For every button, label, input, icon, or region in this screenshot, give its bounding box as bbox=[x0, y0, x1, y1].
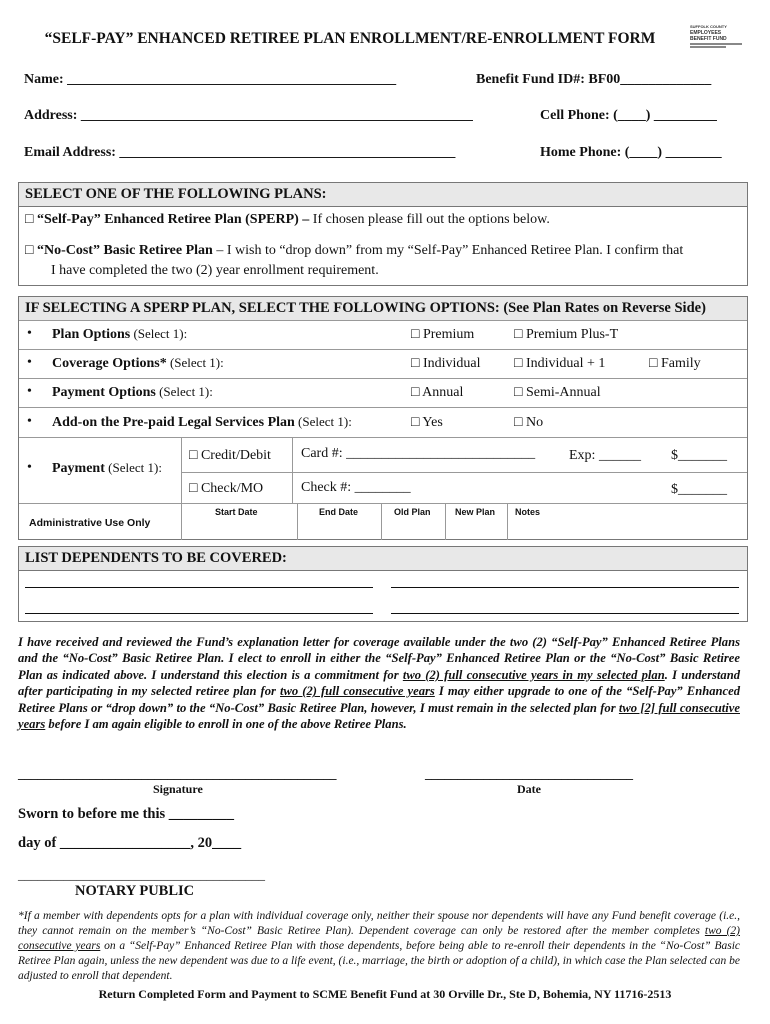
legal-services-label: Add-on the Pre-paid Legal Services Plan (Select 1): bbox=[52, 414, 352, 430]
divider bbox=[292, 438, 293, 504]
semi-annual-checkbox[interactable]: □ Semi-Annual bbox=[514, 385, 601, 400]
payment-row bbox=[19, 437, 747, 504]
bullet: • bbox=[27, 384, 32, 399]
date-line[interactable]: ________________________________ bbox=[425, 766, 633, 781]
sperp-note: If chosen please fill out the options below. bbox=[309, 212, 550, 227]
dependent-line[interactable] bbox=[25, 587, 373, 588]
new-plan-cell[interactable]: New Plan bbox=[455, 507, 496, 517]
check-number-field[interactable]: Check #: ________ bbox=[301, 480, 411, 495]
nocost-option[interactable] bbox=[25, 243, 683, 259]
old-plan-cell[interactable]: Old Plan bbox=[394, 507, 431, 517]
cell-phone-field[interactable]: Cell Phone: (____) _________ bbox=[540, 108, 717, 123]
logo-line-1: SUFFOLK COUNTY bbox=[690, 24, 727, 29]
family-checkbox[interactable]: □ Family bbox=[649, 356, 701, 371]
sperp-options-box bbox=[18, 296, 748, 540]
payment-options-row bbox=[19, 378, 747, 408]
admin-use-label: Administrative Use Only bbox=[29, 517, 151, 529]
divider bbox=[181, 438, 182, 504]
coverage-options-label: Coverage Options* (Select 1): bbox=[52, 355, 224, 371]
notes-cell[interactable]: Notes bbox=[515, 507, 541, 517]
sperp-options-heading: IF SELECTING A SPERP PLAN, SELECT THE FOLLOWING OPTIONS: (See Plan Rates on Reverse Side) bbox=[19, 297, 747, 321]
payment-label: Payment (Select 1): bbox=[52, 460, 162, 476]
annual-checkbox[interactable]: □ Annual bbox=[411, 385, 464, 400]
divider bbox=[181, 472, 747, 473]
dependent-line[interactable] bbox=[391, 587, 739, 588]
divider bbox=[381, 504, 382, 540]
bullet: • bbox=[27, 326, 32, 341]
start-date-cell[interactable]: Start Date bbox=[215, 507, 258, 517]
individual-checkbox[interactable]: □ Individual bbox=[411, 356, 481, 371]
plan-selection-heading: SELECT ONE OF THE FOLLOWING PLANS: bbox=[19, 183, 747, 207]
plan-options-label: Plan Options (Select 1): bbox=[52, 326, 188, 342]
divider bbox=[507, 504, 508, 540]
day-line[interactable]: day of __________________, 20____ bbox=[18, 835, 242, 851]
payment-options-label: Payment Options (Select 1): bbox=[52, 384, 213, 400]
end-date-cell[interactable]: End Date bbox=[319, 507, 359, 517]
notary-label: NOTARY PUBLIC bbox=[75, 883, 195, 899]
fund-id-field[interactable]: Benefit Fund ID#: BF00_____________ bbox=[476, 72, 712, 87]
form-title: “SELF-PAY” ENHANCED RETIREE PLAN ENROLLMENT/RE-ENROLLMENT FORM bbox=[44, 30, 656, 47]
legal-yes-checkbox[interactable]: □ Yes bbox=[411, 415, 443, 430]
divider bbox=[445, 504, 446, 540]
notary-line[interactable]: ______________________________________ bbox=[18, 867, 265, 882]
check-amount-field[interactable]: $_______ bbox=[671, 482, 727, 497]
bullet: • bbox=[27, 414, 32, 429]
bullet: • bbox=[27, 460, 32, 475]
dependents-heading: LIST DEPENDENTS TO BE COVERED: bbox=[19, 547, 747, 571]
dependent-line[interactable] bbox=[391, 613, 739, 614]
address-field[interactable]: Address: ________________________________________________________ bbox=[24, 108, 473, 123]
sperp-option[interactable] bbox=[25, 212, 550, 228]
home-phone-field[interactable]: Home Phone: (____) ________ bbox=[540, 145, 722, 160]
election-statement: I have received and reviewed the Fund’s explanation letter for coverage available under the two (2) “Self-Pay” Enhanced Retiree Plans and the “No-Cost” Basic Retiree Plan. I elect to enroll in either the “Self-Pay” Enhanced Retiree Plan or the “No-Cost” Basic Retiree Plan as indicated above. I understand this election is a commitment for two (2) full consecutive years in my selected plan. I understand after participating in my selected retiree plan for two (2) full consecutive years I may either upgrade to one of the “Self-Pay” Enhanced Retiree Plans or “drop down” to the “No-Cost” Basic Retiree Plan, however, I must remain in the selected plan for two [2] full consecutive years before I am again eligible to enroll in one of the above Retiree Plans. bbox=[18, 635, 741, 732]
credit-amount-field[interactable]: $_______ bbox=[671, 448, 727, 463]
logo-line-3: BENEFIT FUND bbox=[690, 36, 727, 42]
logo-stripe bbox=[690, 43, 742, 45]
bullet: • bbox=[27, 355, 32, 370]
coverage-footnote: *If a member with dependents opts for a plan with individual coverage only, neither their spouse nor dependents will have any Fund benefit coverage (i.e., they cannot remain on the member’s “No-Cost” Basic Retiree Plan). Dependent coverage can only be restored after the member completes two (2) consecutive years on a “Self-Pay” Enhanced Retiree Plan with those dependents, before being able to re-enroll their dependents in the “No-Cost” Basic Retiree Plan again, unless the new dependent was due to a life event, (i.e., marriage, the birth or adoption of a child), in which case the Plan selected can be adjusted to enroll that dependent. bbox=[18, 910, 741, 982]
sworn-line[interactable]: Sworn to before me this _________ bbox=[18, 806, 235, 822]
logo-stripe bbox=[690, 46, 726, 48]
check-mo-checkbox[interactable]: □ Check/MO bbox=[189, 481, 264, 496]
individual-plus-one-checkbox[interactable]: □ Individual + 1 bbox=[514, 356, 606, 371]
premium-plus-checkbox[interactable]: □ Premium Plus-T bbox=[514, 327, 619, 342]
divider bbox=[297, 504, 298, 540]
sperp-label: □ “Self-Pay” Enhanced Retiree Plan (SPERP) – bbox=[25, 212, 310, 227]
email-field[interactable]: Email Address: ________________________________________________ bbox=[24, 145, 456, 160]
legal-services-row bbox=[19, 407, 747, 438]
expiration-field[interactable]: Exp: ______ bbox=[569, 448, 641, 463]
coverage-options-row bbox=[19, 349, 747, 379]
admin-use-row bbox=[19, 503, 747, 540]
premium-checkbox[interactable]: □ Premium bbox=[411, 327, 475, 342]
signature-label: Signature bbox=[153, 782, 203, 796]
card-number-field[interactable]: Card #: ___________________________ bbox=[301, 446, 536, 461]
return-instructions: Return Completed Form and Payment to SCME Benefit Fund at 30 Orville Dr., Ste D, Bohemia, NY 11716-2513 bbox=[98, 987, 672, 1001]
legal-no-checkbox[interactable]: □ No bbox=[514, 415, 544, 430]
nocost-note: – I wish to “drop down” from my “Self-Pay” Enhanced Retiree Plan. I confirm that bbox=[212, 243, 684, 258]
plan-selection-box bbox=[18, 182, 748, 286]
date-label: Date bbox=[517, 782, 541, 796]
divider bbox=[181, 504, 182, 540]
dependent-line[interactable] bbox=[25, 613, 373, 614]
plan-options-row bbox=[19, 320, 747, 350]
signature-line[interactable]: _________________________________________________ bbox=[18, 766, 337, 781]
credit-debit-checkbox[interactable]: □ Credit/Debit bbox=[189, 448, 271, 463]
logo-line-2: EMPLOYEES bbox=[690, 30, 722, 36]
nocost-label: □ “No-Cost” Basic Retiree Plan bbox=[25, 243, 213, 258]
name-field[interactable]: Name: _______________________________________________ bbox=[24, 72, 397, 87]
nocost-note-line2: I have completed the two (2) year enrollment requirement. bbox=[51, 263, 379, 278]
fund-logo bbox=[690, 24, 742, 52]
dependents-box bbox=[18, 546, 748, 622]
